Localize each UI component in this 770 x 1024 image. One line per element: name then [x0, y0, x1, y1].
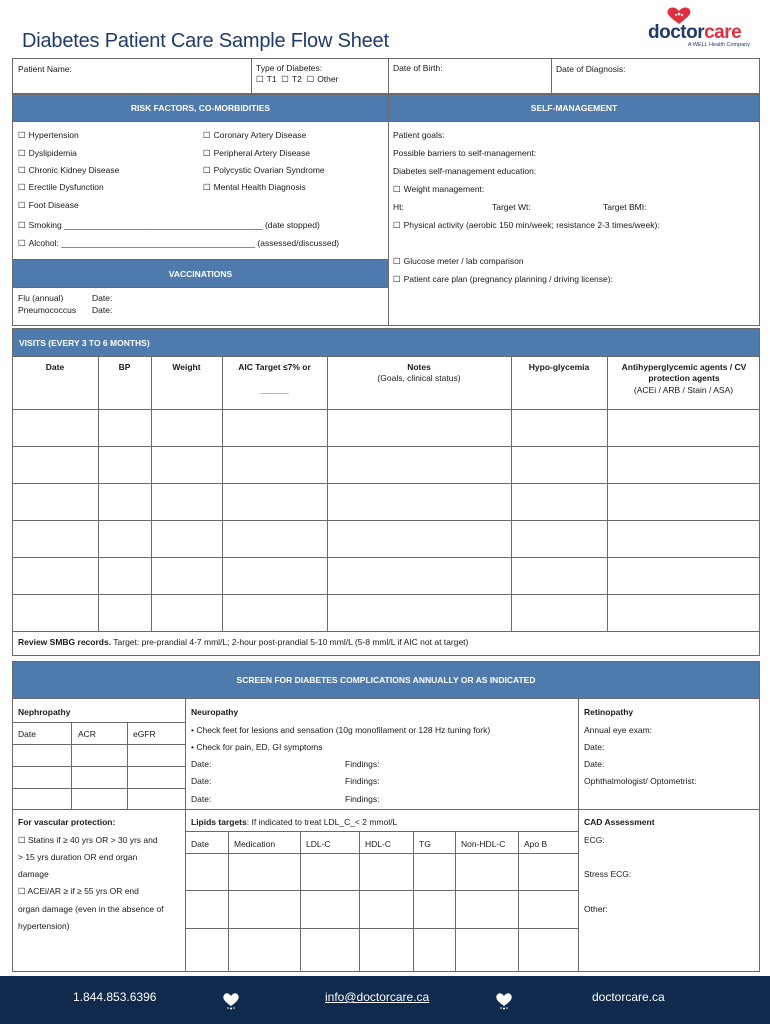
type-t2-checkbox[interactable]: ☐ T2: [281, 74, 302, 84]
nephro-col-acr: ACR: [78, 729, 96, 739]
visits-col-antihyperglycemic: Antihyperglycemic agents / CV protection agents: [621, 362, 747, 383]
vascular-line-4: ☐ ACEi/AR ≥ if ≥ 55 yrs OR end: [18, 886, 139, 896]
visits-heading: VISITS (EVERY 3 TO 6 MONTHS): [12, 328, 760, 357]
type-other-checkbox[interactable]: ☐ Other: [307, 74, 339, 84]
vaccine-flu-label: Flu (annual): [18, 293, 64, 303]
height-label: Ht:: [393, 202, 404, 212]
neuro-check-feet: • Check feet for lesions and sensation (10g monofilament or 128 Hz tuning fork): [191, 725, 491, 735]
cad-other: Other:: [584, 904, 608, 914]
heart-dots-icon: [493, 992, 515, 1010]
neuro-findings-1: Findings:: [345, 759, 380, 769]
vaccine-pneumo-date: Date:: [92, 305, 113, 315]
visits-col-date: Date: [45, 362, 65, 372]
vascular-line-3: damage: [18, 869, 49, 879]
risk-hypertension[interactable]: ☐ Hypertension: [18, 130, 79, 141]
visits-col-a1c-blank: ______: [260, 385, 289, 395]
cad-assessment-title: CAD Assessment: [584, 817, 655, 827]
retino-date-2: Date:: [584, 759, 605, 769]
lipids-col-non-hdl: Non-HDL-C: [461, 839, 506, 849]
vascular-line-6: hypertension): [18, 921, 70, 931]
care-plan-checkbox[interactable]: ☐ Patient care plan (pregnancy planning / driving license):: [393, 274, 613, 285]
cad-ecg: ECG:: [584, 835, 605, 845]
nephro-col-egfr: eGFR: [133, 729, 156, 739]
visits-col-notes-sub: (Goals, clinical status): [377, 373, 461, 383]
smbg-review-note: Review SMBG records. Target: pre-prandial 4-7 mml/L; 2-hour post-prandial 5-10 mml/L (5-8 mml/L if AIC not at target): [18, 637, 469, 647]
risk-smoking[interactable]: ☐ Smoking __________________________________________ (date stopped): [18, 220, 320, 231]
patient-info-row: [12, 58, 760, 94]
risk-foot-disease[interactable]: ☐ Foot Disease: [18, 200, 79, 211]
risk-selfmgmt-section: [12, 94, 760, 326]
diabetes-type-label: Type of Diabetes:: [256, 63, 323, 73]
vaccine-pneumo-label: Pneumococcus: [18, 305, 77, 315]
neuro-findings-2: Findings:: [345, 776, 380, 786]
neuro-date-1: Date:: [191, 759, 212, 769]
lipids-col-date: Date: [191, 839, 209, 849]
risk-pcos[interactable]: ☐ Polycystic Ovarian Syndrome: [203, 165, 325, 176]
risk-ed[interactable]: ☐ Erectile Dysfunction: [18, 182, 104, 193]
risk-cad[interactable]: ☐ Coronary Artery Disease: [203, 130, 306, 141]
visits-col-hypoglycemia: Hypo-glycemia: [528, 362, 590, 372]
neuro-check-pain: • Check for pain, ED, GI symptoms: [191, 742, 323, 752]
retino-annual-exam: Annual eye exam:: [584, 725, 653, 735]
vaccinations-heading: VACCINATIONS: [12, 259, 389, 288]
education-label: Diabetes self-management education:: [393, 166, 537, 176]
vascular-line-1: ☐ Statins if ≥ 40 yrs OR > 30 yrs and: [18, 835, 158, 845]
footer-bar: [0, 976, 770, 1024]
dob-label: Date of Birth:: [393, 63, 443, 73]
vascular-line-5: organ damage (even in the absence of: [18, 904, 164, 914]
visits-col-anti-sub: (ACEi / ARB / Stain / ASA): [633, 385, 734, 395]
diabetes-type-options: [256, 74, 338, 85]
risk-mental-health[interactable]: ☐ Mental Health Diagnosis: [203, 182, 306, 193]
visits-col-bp: BP: [118, 362, 131, 372]
heart-dots-icon: [220, 992, 242, 1010]
risk-factors-heading: RISK FACTORS, CO-MORBIDITIES: [12, 94, 389, 122]
lipids-col-ldl: LDL-C: [306, 839, 331, 849]
neuropathy-title: Neuropathy: [191, 707, 239, 717]
footer-email-link[interactable]: info@doctorcare.ca: [325, 990, 430, 1004]
footer-phone[interactable]: 1.844.853.6396: [73, 990, 157, 1004]
retino-date-1: Date:: [584, 742, 605, 752]
target-weight-label: Target Wt:: [492, 202, 531, 212]
retinopathy-title: Retinopathy: [584, 707, 634, 717]
logo-tagline: A WELL Health Company: [687, 42, 750, 48]
visits-col-notes: Notes: [407, 362, 431, 372]
neuro-date-2: Date:: [191, 776, 212, 786]
barriers-label: Possible barriers to self-management:: [393, 148, 537, 158]
visits-col-a1c: AIC Target ≤7% or: [238, 362, 311, 372]
physical-activity-checkbox[interactable]: ☐ Physical activity (aerobic 150 min/week; resistance 2-3 times/week):: [393, 220, 660, 231]
self-management-heading: SELF-MANAGEMENT: [388, 94, 760, 122]
risk-pad[interactable]: ☐ Peripheral Artery Disease: [203, 148, 310, 159]
nephropathy-title: Nephropathy: [18, 707, 71, 717]
doctorcare-logo: [648, 6, 752, 50]
patient-name-label: Patient Name:: [18, 64, 72, 74]
page-title: Diabetes Patient Care Sample Flow Sheet: [22, 30, 389, 52]
footer-website-link[interactable]: doctorcare.ca: [592, 990, 665, 1004]
cad-stress-ecg: Stress ECG:: [584, 869, 632, 879]
lipids-col-hdl: HDL-C: [365, 839, 391, 849]
lipids-col-tg: TG: [419, 839, 431, 849]
diagnosis-date-label: Date of Diagnosis:: [556, 64, 626, 74]
screening-heading: SCREEN FOR DIABETES COMPLICATIONS ANNUALLY OR AS INDICATED: [12, 661, 760, 699]
lipids-targets-title: Lipids targets: If indicated to treat LDL_C_< 2 mmol/L: [191, 817, 398, 827]
vaccine-flu-date: Date:: [92, 293, 113, 303]
neuro-date-3: Date:: [191, 794, 212, 804]
lipids-col-apo-b: Apo B: [524, 839, 548, 849]
weight-management-checkbox[interactable]: ☐ Weight management:: [393, 184, 484, 195]
lipids-col-medication: Medication: [234, 839, 276, 849]
risk-dyslipidemia[interactable]: ☐ Dyslipidemia: [18, 148, 77, 159]
logo-wordmark: doctorcare: [648, 22, 742, 43]
target-bmi-label: Target BMI:: [603, 202, 647, 212]
glucose-meter-checkbox[interactable]: ☐ Glucose meter / lab comparison: [393, 256, 524, 267]
visits-col-weight: Weight: [172, 362, 201, 372]
risk-ckd[interactable]: ☐ Chronic Kidney Disease: [18, 165, 119, 176]
type-t1-checkbox[interactable]: ☐ T1: [256, 74, 277, 84]
nephro-col-date: Date: [18, 729, 36, 739]
risk-alcohol[interactable]: ☐ Alcohol: _________________________________________ (assessed/discussed): [18, 238, 339, 249]
vascular-protection-title: For vascular protection:: [18, 817, 116, 827]
retino-ophthalmologist: Ophthalmologist/ Optometrist:: [584, 776, 697, 786]
neuro-findings-3: Findings:: [345, 794, 380, 804]
patient-goals-label: Patient goals:: [393, 130, 445, 140]
vascular-line-2: > 15 yrs duration OR end organ: [18, 852, 138, 862]
